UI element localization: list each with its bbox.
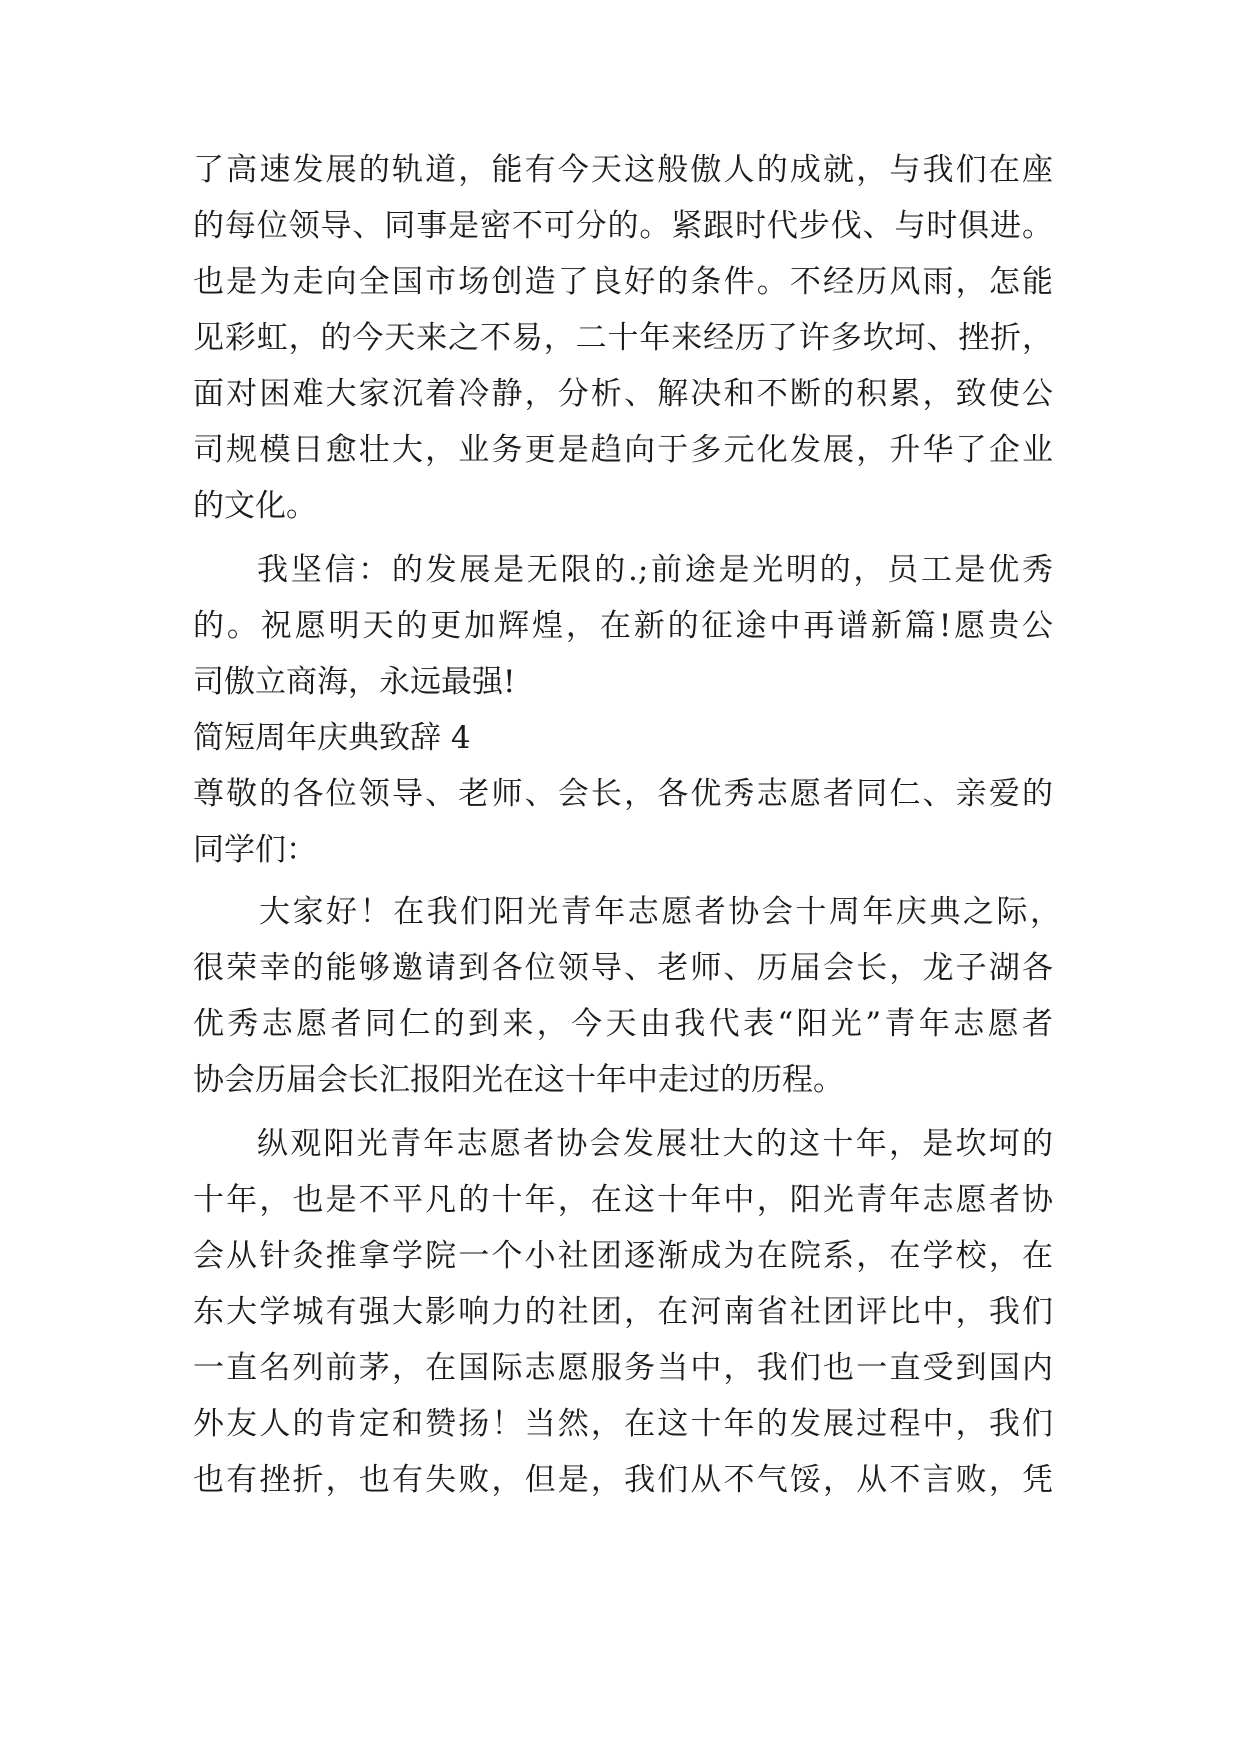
- paragraph-line: 协会历届会长汇报阳光在这十年中走过的历程。: [193, 1062, 844, 1098]
- paragraph-line: 面对困难大家沉着冷静，分析、解决和不断的积累，致使公: [193, 376, 1053, 412]
- paragraph-line: 十年，也是不平凡的十年，在这十年中，阳光青年志愿者协: [193, 1182, 1053, 1218]
- paragraph-line: 东大学城有强大影响力的社团，在河南省社团评比中，我们: [193, 1294, 1053, 1330]
- paragraph-line: 也有挫折，也有失败，但是，我们从不气馁，从不言败，凭: [193, 1462, 1053, 1498]
- paragraph-line: 也是为走向全国市场创造了良好的条件。不经历风雨，怎能: [193, 264, 1053, 300]
- paragraph-line: 我坚信：的发展是无限的.;前途是光明的，员工是优秀: [257, 552, 1053, 588]
- paragraph-line: 优秀志愿者同仁的到来，今天由我代表“阳光”青年志愿者: [193, 1006, 1053, 1042]
- paragraph-line: 司规模日愈壮大，业务更是趋向于多元化发展，升华了企业: [193, 432, 1053, 468]
- paragraph-line: 的文化。: [193, 488, 317, 524]
- section-heading: 简短周年庆典致辞 4: [193, 720, 471, 756]
- paragraph-line: 的每位领导、同事是密不可分的。紧跟时代步伐、与时俱进。: [193, 208, 1053, 244]
- paragraph-line: 大家好！在我们阳光青年志愿者协会十周年庆典之际，: [259, 894, 1061, 930]
- paragraph-line: 很荣幸的能够邀请到各位领导、老师、历届会长，龙子湖各: [193, 950, 1053, 986]
- salutation-line: 同学们：: [193, 832, 317, 868]
- paragraph-line: 纵观阳光青年志愿者协会发展壮大的这十年，是坎坷的: [257, 1126, 1053, 1162]
- paragraph-line: 见彩虹，的今天来之不易，二十年来经历了许多坎坷、挫折，: [193, 320, 1053, 356]
- paragraph-line: 会从针灸推拿学院一个小社团逐渐成为在院系，在学校，在: [193, 1238, 1053, 1274]
- paragraph-line: 了高速发展的轨道，能有今天这般傲人的成就，与我们在座: [193, 152, 1053, 188]
- salutation-line: 尊敬的各位领导、老师、会长，各优秀志愿者同仁、亲爱的: [193, 776, 1053, 812]
- paragraph-line: 司傲立商海，永远最强!: [193, 664, 516, 700]
- paragraph-line: 的。祝愿明天的更加辉煌，在新的征途中再谱新篇!愿贵公: [193, 608, 1053, 644]
- paragraph-line: 外友人的肯定和赞扬！当然，在这十年的发展过程中，我们: [193, 1406, 1053, 1442]
- paragraph-line: 一直名列前茅，在国际志愿服务当中，我们也一直受到国内: [193, 1350, 1053, 1386]
